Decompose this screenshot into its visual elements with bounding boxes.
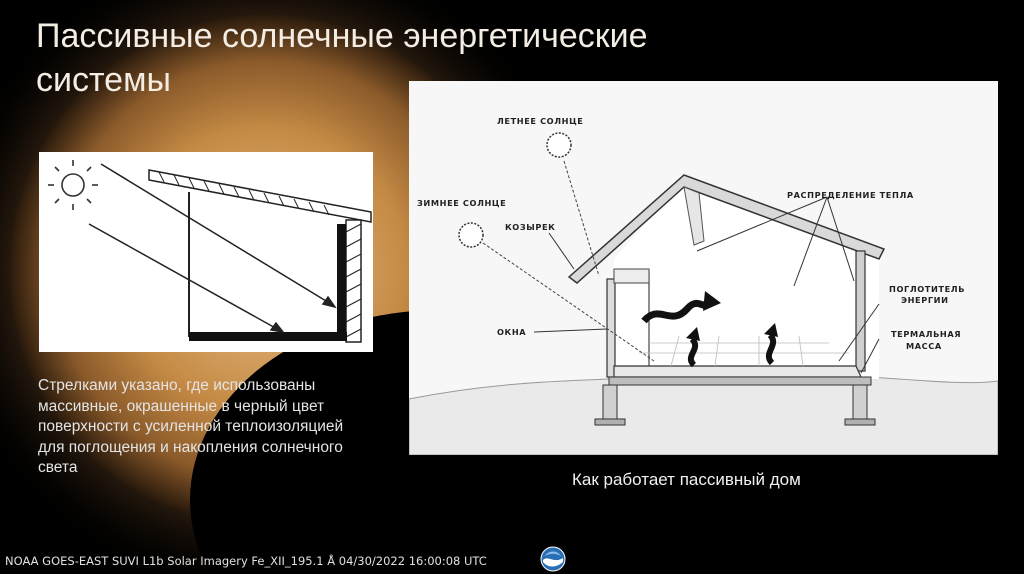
passive-house-diagram <box>409 81 998 455</box>
label-winter-sun: ЗИМНЕЕ СОЛНЦЕ <box>417 198 507 208</box>
winter-sun-icon <box>459 223 483 247</box>
back-wall <box>856 251 865 371</box>
passive-house-drawing <box>409 81 998 455</box>
right-caption: Как работает пассивный дом <box>572 470 801 489</box>
heat-wave-1 <box>691 339 695 365</box>
label-windows: ОКНА <box>497 327 527 337</box>
noaa-logo-icon <box>540 546 566 572</box>
heat-wave-2 <box>769 335 773 363</box>
title-line-1: Пассивные солнечные энергетические <box>36 17 648 55</box>
overhang-diagram-drawing <box>39 152 373 352</box>
label-visor: КОЗЫРЕК <box>505 222 556 232</box>
footer-credit: NOAA GOES-EAST SUVI L1b Solar Imagery Fe_XII_195.1 Å 04/30/2022 16:00:08 UTC <box>5 554 487 568</box>
foundation-left <box>603 385 617 421</box>
black-absorber-floor <box>189 332 347 341</box>
summer-sun-icon <box>547 133 571 157</box>
thermal-floor <box>614 366 861 377</box>
label-heat-distribution: РАСПРЕДЕЛЕНИЕ ТЕПЛА <box>787 190 914 200</box>
label-absorber-2: ЭНЕРГИИ <box>901 295 949 305</box>
shade <box>614 269 649 283</box>
footing-right <box>845 419 875 425</box>
label-absorber-1: ПОГЛОТИТЕЛЬ <box>889 284 966 294</box>
overhang-diagram <box>39 152 373 352</box>
thermal-wall <box>346 220 361 342</box>
label-thermal-1: ТЕРМАЛЬНАЯ <box>891 329 962 339</box>
window-wall <box>607 279 615 377</box>
foundation-right <box>853 385 867 421</box>
title-line-2: системы <box>36 61 171 99</box>
floor-slab <box>609 377 871 385</box>
footing-left <box>595 419 625 425</box>
label-summer-sun: ЛЕТНЕЕ СОЛНЦЕ <box>497 116 584 126</box>
ground <box>409 377 998 455</box>
black-absorber-wall <box>337 224 346 336</box>
label-thermal-2: МАССА <box>906 341 942 351</box>
left-caption: Стрелками указано, где использованы массивные, окрашенные в черный цвет поверхности с усиленной теплоизоляцией для поглощения и накопления солнечного света <box>38 377 344 476</box>
sun-icon <box>48 160 98 210</box>
